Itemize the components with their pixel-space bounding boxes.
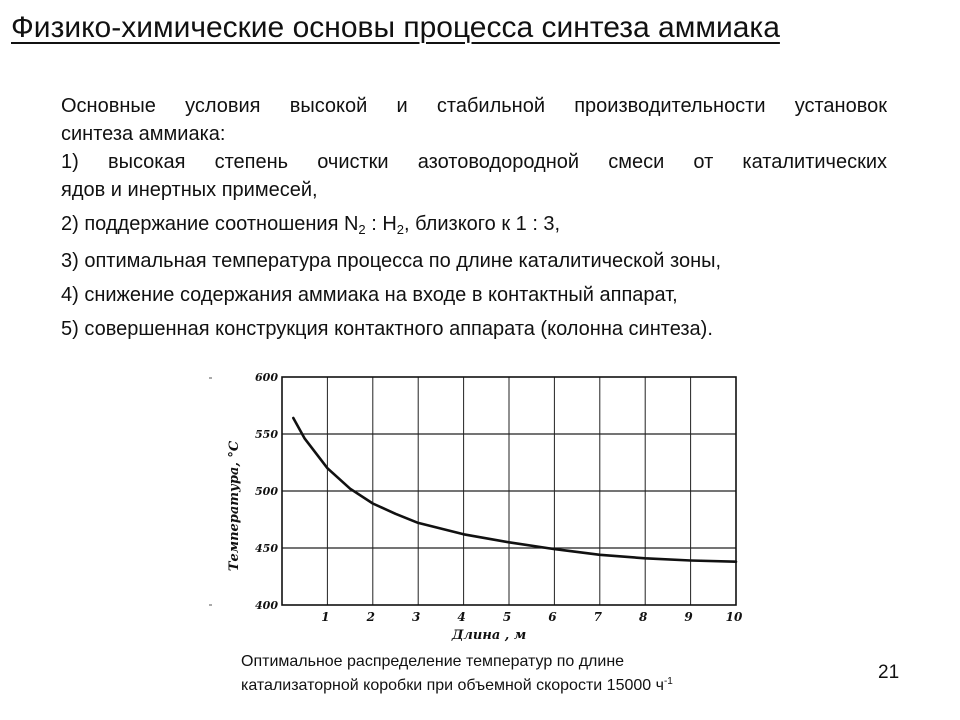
- item-3: 3) оптимальная температура процесса по длине каталитической зоны,: [61, 250, 722, 272]
- conditions-text: [61, 92, 887, 343]
- x-tick-label: 2: [366, 610, 375, 624]
- y-tick-label: 450: [255, 542, 278, 555]
- x-tick-label: 5: [502, 610, 512, 624]
- y-tick-label: 500: [255, 485, 278, 498]
- temperature-curve: [293, 418, 736, 562]
- caption-superscript: -1: [663, 676, 673, 687]
- item-1-line-2: ядов и инертных примесей,: [61, 179, 318, 201]
- y-tick-label: 550: [255, 428, 278, 441]
- chart-caption: [241, 650, 761, 698]
- item-2-mid: : H: [365, 213, 397, 235]
- intro-line-1: Основные условия высокой и стабильной производительности установок: [61, 95, 887, 117]
- caption-line-1: Оптимальное распределение температур по длине: [241, 653, 625, 670]
- x-tick-label: 1: [321, 610, 330, 624]
- x-tick-label: 8: [639, 610, 648, 624]
- item-2-subscript-1: 2: [358, 222, 366, 237]
- item-2-subscript-2: 2: [396, 222, 405, 237]
- x-tick-label: 10: [725, 610, 743, 624]
- x-axis-label: Длина , м: [451, 628, 527, 643]
- x-tick-label: 7: [593, 610, 602, 624]
- x-tick-label: 9: [684, 610, 693, 624]
- item-2: [61, 210, 887, 238]
- x-tick-label: 4: [457, 610, 466, 624]
- caption-line-2: [241, 674, 761, 698]
- intro-line-2: синтеза аммиака:: [61, 123, 226, 145]
- x-tick-label: 6: [548, 610, 557, 624]
- page-number: 21: [878, 662, 900, 683]
- caption-line-2-text: катализаторной коробки при объемной скорости 15000 ч: [241, 677, 664, 694]
- item-1-line-1: 1) высокая степень очистки азотоводородной смеси от каталитических: [61, 151, 887, 173]
- temperature-chart: [195, 360, 755, 645]
- x-tick-label: 3: [412, 610, 421, 624]
- y-axis-label: Температура, °С: [227, 440, 242, 572]
- y-tick-label: 400: [255, 599, 278, 612]
- item-2-suffix: , близкого к 1 : 3,: [404, 213, 561, 235]
- item-5: 5) совершенная конструкция контактного аппарата (колонна синтеза).: [61, 318, 713, 340]
- slide-title: Физико-химические основы процесса синтеза аммиака: [11, 11, 780, 44]
- item-2-prefix: 2) поддержание соотношения N: [61, 213, 359, 235]
- item-4: 4) снижение содержания аммиака на входе в контактный аппарат,: [61, 284, 678, 306]
- y-tick-label: 600: [255, 371, 278, 384]
